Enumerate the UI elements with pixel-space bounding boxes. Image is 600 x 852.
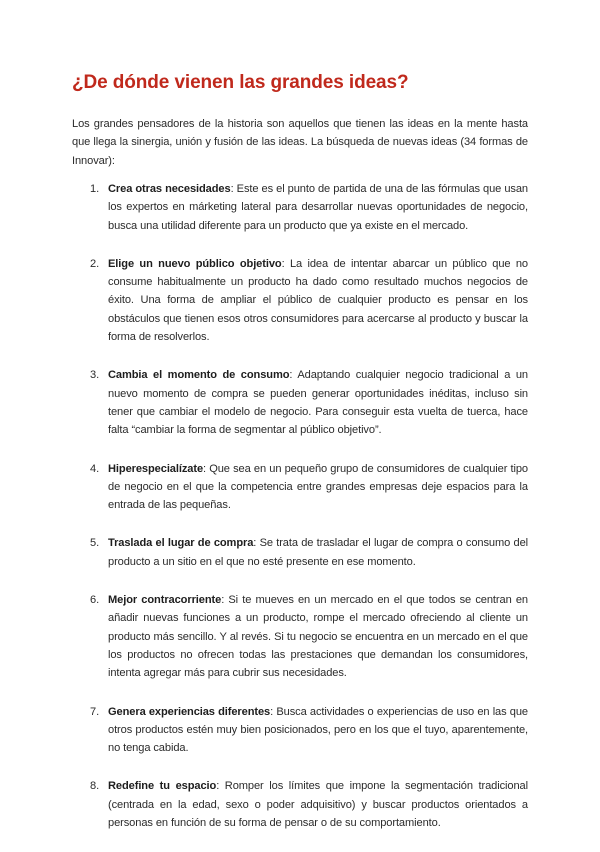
ideas-list: [72, 180, 528, 852]
list-item-number: 4.: [90, 462, 100, 475]
list-item-term: Genera experiencias diferentes: [108, 705, 271, 718]
list-item-number: 8.: [90, 780, 100, 793]
list-item-text: : La idea de intentar abarcar un público que no consume habitualmente un producto ha dado como resultado muchos negocios de éxito. Una forma de ampliar el público de cualquier producto es pensar en los obstáculos que tienen esos otros consumidores para acercarse al producto y buscar la forma de resolverlos.: [108, 257, 528, 344]
list-item-text: : Adaptando cualquier negocio tradicional a un nuevo momento de compra se pueden generar oportunidades inéditas, incluso sin tener que cambiar el modelo de negocio. Para conseguir esta vuelta de tuerca, hace falta “cambiar la forma de segmentar al público objetivo”.: [108, 369, 528, 437]
list-item: [72, 703, 528, 758]
list-item-number: 5.: [90, 537, 100, 550]
list-item-term: Traslada el lugar de compra: [108, 537, 254, 550]
list-item-number: 1.: [90, 183, 100, 195]
list-item: [72, 534, 528, 571]
list-item-text: : Romper los límites que impone la segmentación tradicional (centrada en la edad, sexo o poder adquisitivo) y buscar productos orientados a personas en función de su forma de pensar o de su comportamiento.: [108, 780, 528, 830]
list-item-term: Cambia el momento de consumo: [108, 369, 290, 382]
list-item-term: Mejor contracorriente: [108, 594, 222, 607]
list-item-term: Redefine tu espacio: [108, 780, 217, 793]
list-item: [72, 460, 528, 515]
list-item-text: : Si te mueves en un mercado en el que todos se centran en añadir nuevas funciones a un producto, rompe el mercado ofreciendo al cliente un producto más sencillo. Y al revés. Si tu negocio se encuentra en un mercado en el que los productos no ofrecen todas las prestaciones que demandan los consumidores, intenta agregar más para cubrir sus necesidades.: [108, 594, 528, 680]
list-item-text: : Busca actividades o experiencias de uso en las que otros productos estén muy bien posicionados, pero en los que el tuyo, aparentemente, no tenga cabida.: [108, 705, 529, 755]
list-item: [72, 366, 528, 439]
list-item-term: Crea otras necesidades: [108, 183, 231, 195]
list-item-text: : Este es el punto de partida de una de las fórmulas que usan los expertos en márketing lateral para desarrollar nuevas oportunidades de negocio, busca una utilidad diferente para un producto que ya existe en el mercado.: [108, 183, 528, 232]
list-item-number: 2.: [90, 257, 100, 270]
list-item-number: 3.: [90, 369, 100, 382]
list-item: [72, 255, 528, 346]
list-item: [72, 180, 528, 235]
list-item-number: 6.: [90, 594, 100, 607]
page-title: ¿De dónde vienen las grandes ideas?: [72, 72, 409, 93]
list-item-text: : Que sea en un pequeño grupo de consumidores de cualquier tipo de negocio en el que la competencia entre grandes empresas deje espacios para la entrada de las pequeñas.: [108, 462, 528, 512]
intro-paragraph: Los grandes pensadores de la historia son aquellos que tienen las ideas en la mente hasta que llega la sinergia, unión y fusión de las ideas. La búsqueda de nuevas ideas (34 formas de Innovar):: [72, 118, 528, 167]
list-item: [72, 777, 528, 832]
list-item-term: Elige un nuevo público objetivo: [108, 257, 282, 270]
list-item: [72, 591, 528, 682]
list-item-term: Hiperespecialízate: [108, 462, 204, 475]
list-item-text: : Se trata de trasladar el lugar de compra o consumo del producto a un sitio en el que no esté presente en ese momento.: [108, 537, 529, 568]
list-item-number: 7.: [90, 705, 100, 718]
